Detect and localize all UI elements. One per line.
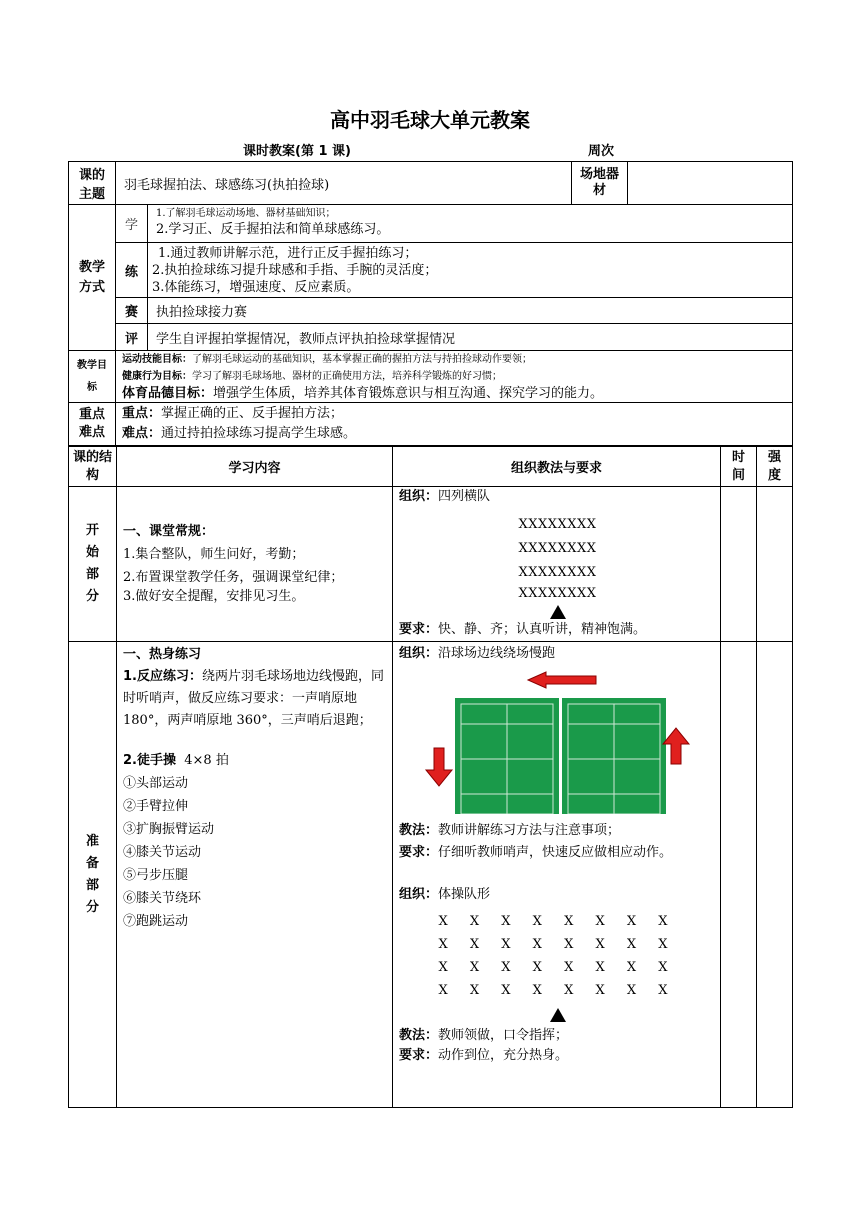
prep-formation-row: X X X X X X X X: [438, 914, 677, 929]
prep-req2-text: 动作到位，充分热身。: [438, 1048, 569, 1063]
prep-organization: [393, 642, 721, 1108]
start-intensity: [757, 487, 793, 642]
week-label: 周次: [588, 144, 615, 159]
lesson-number: 课时教案(第 1 课): [243, 144, 351, 159]
prep-formation: [399, 910, 716, 1022]
header-organization: 组织教法与要求: [393, 447, 721, 487]
start-org-text: 四列横队: [438, 489, 491, 504]
key-points-label: 重点难点: [69, 403, 116, 446]
exercise-item: ③扩胸振臂运动: [123, 822, 215, 837]
prep-req1-name: 要求：: [399, 845, 439, 860]
exercise-item: ①头部运动: [123, 776, 189, 791]
start-content-line-3: 3.做好安全提醒，安排见习生。: [123, 589, 305, 604]
prep-org1-name: 组织：: [399, 646, 439, 661]
goal-skill-text: 了解羽毛球运动的基础知识，基本掌握正确的握拍方法与持拍捡球动作要领；: [192, 354, 532, 365]
teacher-position-icon: [550, 1008, 566, 1022]
exercise-item: ⑤弓步压腿: [123, 868, 189, 883]
start-content-line-2: 2.布置课堂教学任务，强调课堂纪律；: [123, 570, 344, 585]
method-learn-text: [148, 205, 793, 243]
header-time: 时间: [721, 447, 757, 487]
prep-formation-row: X X X X X X X X: [438, 937, 677, 952]
prep-method2-name: 教法：: [399, 1028, 439, 1043]
method-practice-line-1: 1.通过教师讲解示范，进行正反手握拍练习；: [158, 245, 418, 261]
exercise-item: ②手臂拉伸: [123, 799, 189, 814]
prep-reaction: [117, 666, 389, 732]
exercise-item: ④膝关节运动: [123, 845, 202, 860]
exercise-item: ⑥膝关节绕环: [123, 891, 202, 906]
arrow-down-icon: [426, 748, 452, 786]
start-organization: [393, 487, 721, 642]
prep-formation-row: X X X X X X X X: [438, 983, 677, 998]
start-formation-row: XXXXXXXX: [518, 565, 597, 580]
prep-exercise-list: [123, 772, 388, 933]
start-formation-row: XXXXXXXX: [518, 586, 597, 601]
difficulty-name: 难点：: [122, 426, 162, 441]
teacher-position-icon: [550, 605, 566, 619]
start-req-text: 快、静、齐；认真听讲，精神饱满。: [438, 622, 647, 637]
prep-req2-name: 要求：: [399, 1048, 439, 1063]
court-diagram: [399, 664, 715, 814]
prep-content-title: 一、热身练习: [123, 647, 202, 662]
start-org-name: 组织：: [399, 489, 439, 504]
method-practice-text: [148, 243, 793, 298]
method-learn-line-2: 2.学习正、反手握拍法和简单球感练习。: [156, 222, 390, 237]
start-req-name: 要求：: [399, 622, 439, 637]
prep-method1-text: 教师讲解练习方法与注意事项；: [438, 823, 621, 838]
method-key-evaluate: 评: [116, 324, 148, 351]
venue-label: 场地器材: [572, 162, 628, 205]
topic-label: 课的主题: [69, 162, 116, 205]
goal-health-text: 学习了解羽毛球场地、器材的正确使用方法，培养科学锻炼的好习惯；: [192, 371, 502, 382]
lesson-structure-table: [68, 446, 793, 1108]
goal-ethics-text: 增强学生体质，培养其体育锻炼意识与相互沟通、探究学习的能力。: [213, 386, 604, 401]
prep-intensity: [757, 642, 793, 1108]
goals-label: 教学目标: [69, 351, 116, 403]
method-evaluate-text: 学生自评握拍掌握情况，教师点评执拍捡球掌握情况: [148, 324, 793, 351]
prep-content: [117, 642, 393, 1108]
method-learn-line-1: 1.了解羽毛球运动场地、器材基础知识；: [156, 208, 336, 219]
prep-exercise-count: 4×8 拍: [184, 753, 229, 768]
difficulty-text: 通过持拍捡球练习提高学生球感。: [161, 426, 357, 441]
method-key-learn: 学: [116, 205, 148, 243]
prep-exercise-title: 2.徒手操: [123, 753, 176, 768]
prep-org2-name: 组织：: [399, 887, 439, 902]
header-content: 学习内容: [117, 447, 393, 487]
prep-org1-text: 沿球场边线绕场慢跑: [438, 646, 556, 661]
exercise-item: ⑦跑跳运动: [123, 914, 189, 929]
teaching-methods-label: 教学方式: [69, 205, 116, 351]
badminton-court-left: [455, 698, 559, 814]
method-key-compete: 赛: [116, 298, 148, 324]
key-point-name: 重点：: [122, 406, 162, 421]
start-content-line-1: 1.集合整队，师生问好，考勤；: [123, 547, 305, 562]
badminton-court-right: [562, 698, 666, 814]
goal-ethics-name: 体育品德目标：: [122, 386, 214, 401]
arrow-up-icon: [663, 728, 689, 764]
lesson-info-table: [68, 161, 793, 446]
method-practice-line-2: 2.执拍捡球练习提升球感和手指、手腕的灵活度；: [152, 262, 438, 278]
start-content: [117, 487, 393, 642]
header-intensity: 强度: [757, 447, 793, 487]
document-title: 高中羽毛球大单元教案: [330, 108, 530, 132]
goal-skill-name: 运动技能目标：: [122, 354, 192, 365]
method-practice-line-3: 3.体能练习，增强速度、反应素质。: [152, 279, 360, 295]
key-points-text: [116, 403, 793, 446]
arrow-left-icon: [528, 672, 596, 688]
start-formation-row: XXXXXXXX: [518, 541, 597, 556]
prep-org2-text: 体操队形: [438, 887, 491, 902]
start-content-title: 一、课堂常规：: [123, 524, 215, 539]
prep-method2-text: 教师领做，口令指挥；: [438, 1028, 569, 1043]
prep-method1-name: 教法：: [399, 823, 439, 838]
prep-time: [721, 642, 757, 1108]
start-formation: [399, 513, 716, 619]
goal-health-name: 健康行为目标：: [122, 371, 192, 382]
key-point-text: 掌握正确的正、反手握拍方法；: [161, 406, 344, 421]
venue-value: [628, 162, 793, 205]
goals-text: [116, 351, 793, 403]
prep-part-label: 准备部分: [69, 642, 117, 1108]
prep-req1-text: 仔细听教师哨声，快速反应做相应动作。: [438, 845, 673, 860]
method-compete-text: 执拍捡球接力赛: [148, 298, 793, 324]
prep-formation-row: X X X X X X X X: [438, 960, 677, 975]
start-formation-row: XXXXXXXX: [518, 517, 597, 532]
start-time: [721, 487, 757, 642]
start-part-label: 开始部分: [69, 487, 117, 642]
prep-reaction-name: 1.反应练习：: [123, 669, 202, 684]
topic-value: 羽毛球握拍法、球感练习(执拍捡球): [116, 162, 572, 205]
method-key-practice: 练: [116, 243, 148, 298]
header-structure: 课的结构: [69, 447, 117, 487]
prep-reaction-text: 绕两片羽毛球场地边线慢跑，同时听哨声，做反应练习要求：一声哨原地 180°，两声哨原地 360°，三声哨后退跑；: [123, 669, 384, 728]
